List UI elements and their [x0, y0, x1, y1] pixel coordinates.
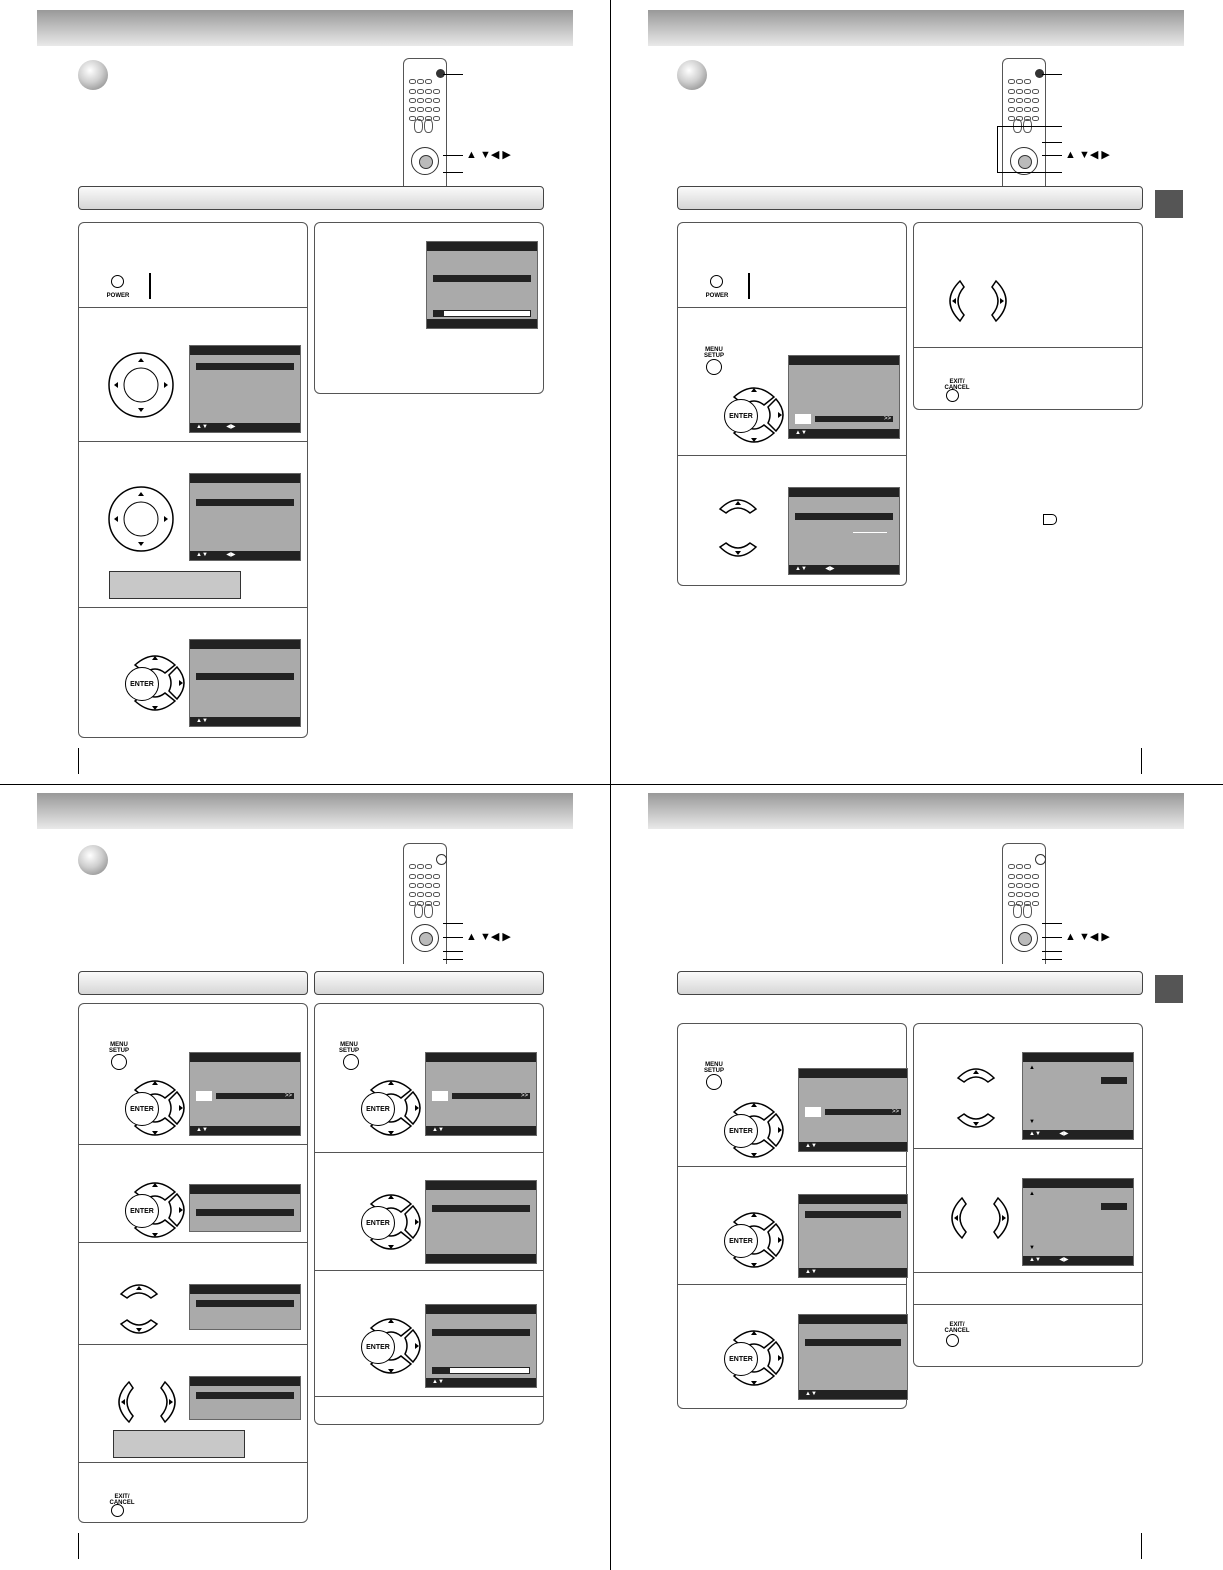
osd-screen — [788, 487, 900, 575]
osd-screen — [798, 1314, 908, 1400]
osd-screen — [189, 1284, 301, 1330]
callout-line — [1042, 74, 1062, 75]
osd-nav-hint: ▲▼ — [426, 1126, 536, 1135]
osd-nav-hint: ▲▼ ◀▶ — [1023, 1256, 1133, 1265]
osd-screen — [425, 1304, 537, 1388]
osd-menu-icon — [795, 414, 811, 424]
remote-dpad-icon — [411, 147, 439, 175]
enter-button-icon: ENTER — [125, 1194, 159, 1228]
step-separator — [678, 1284, 906, 1285]
menu-setup-label: MENU SETUP — [108, 1042, 129, 1054]
exit-cancel-label: EXIT/ CANCEL — [944, 1322, 970, 1334]
callout-line — [1042, 923, 1062, 924]
step-separator — [315, 1152, 543, 1153]
note-box — [109, 571, 241, 599]
osd-screen — [1022, 1052, 1134, 1140]
step-separator — [79, 1462, 307, 1463]
section-title-bar — [78, 971, 308, 995]
step-separator — [79, 307, 307, 308]
osd-nav-hint: ▲▼ ◀▶ — [190, 423, 300, 432]
right-arrow-button-icon — [990, 279, 1012, 323]
step-separator — [79, 1144, 307, 1145]
section-title-bar — [677, 186, 1143, 210]
callout-line — [1042, 142, 1062, 143]
exit-cancel-button-icon — [111, 1504, 124, 1517]
step-separator — [914, 1272, 1142, 1273]
arrow-keys-label: ▲ ▼◀ ▶ — [1065, 149, 1110, 161]
steps-panel — [677, 1023, 907, 1409]
osd-nav-hint: ▲▼ — [789, 429, 899, 438]
enter-button-icon: ENTER — [361, 1092, 395, 1126]
menu-setup-button-icon — [343, 1054, 359, 1070]
enter-button-icon: ENTER — [724, 1114, 758, 1148]
callout-line — [443, 172, 463, 173]
osd-screen — [189, 1052, 301, 1136]
osd-value-line — [853, 532, 887, 533]
steps-panel — [913, 1023, 1143, 1367]
callout-line — [443, 951, 463, 952]
left-arrow-button-icon — [946, 1196, 968, 1240]
step-separator — [678, 307, 906, 308]
callout-line — [443, 959, 463, 960]
osd-scroll-up-icon: ▲ — [1029, 1065, 1035, 1071]
note-box — [113, 1430, 245, 1458]
step-separator — [678, 1166, 906, 1167]
step-separator — [79, 1344, 307, 1345]
section-bullet-icon — [78, 845, 108, 875]
osd-screen — [798, 1194, 908, 1278]
page-header-bar — [648, 10, 1184, 46]
osd-progress-bar — [433, 310, 531, 317]
callout-line — [997, 126, 1062, 127]
osd-nav-hint: ▲▼ — [799, 1142, 907, 1151]
side-tab — [1155, 190, 1183, 218]
left-arrow-button-icon — [113, 1380, 135, 1424]
osd-screen — [788, 355, 900, 439]
enter-button-icon: ENTER — [724, 399, 758, 433]
osd-progress-bar — [432, 1367, 530, 1374]
page-number-bar — [78, 1533, 79, 1559]
remote-dpad-icon — [1010, 924, 1038, 952]
power-button-label: POWER — [705, 293, 729, 299]
right-arrow-button-icon — [992, 1196, 1014, 1240]
power-button-icon — [710, 275, 723, 288]
remote-control-icon — [403, 58, 447, 187]
down-arrow-button-icon — [718, 541, 758, 561]
callout-line — [443, 155, 463, 156]
power-button-label: POWER — [106, 293, 130, 299]
osd-nav-hint: ▲▼ ◀▶ — [190, 551, 300, 560]
step-separator — [914, 347, 1142, 348]
dpad-icon — [107, 351, 175, 419]
section-title-bar — [314, 971, 544, 995]
step-separator — [79, 607, 307, 608]
power-button-icon — [111, 275, 124, 288]
menu-setup-label: MENU SETUP — [338, 1042, 359, 1054]
osd-menu-icon — [196, 1091, 212, 1101]
menu-setup-label: MENU SETUP — [703, 1062, 724, 1074]
exit-cancel-label: EXIT/ CANCEL — [944, 379, 970, 391]
info-panel — [913, 222, 1143, 410]
enter-button-icon: ENTER — [724, 1342, 758, 1376]
osd-screen — [425, 1180, 537, 1264]
osd-nav-hint: ▲▼ — [426, 1378, 536, 1387]
menu-setup-button-icon — [111, 1054, 127, 1070]
arrow-keys-label: ▲ ▼◀ ▶ — [1065, 931, 1110, 943]
page-bottom-right — [611, 785, 1221, 1569]
section-title-bar — [677, 971, 1143, 995]
down-arrow-button-icon — [956, 1112, 996, 1132]
callout-line — [1042, 951, 1062, 952]
osd-nav-hint: ▲▼ ◀▶ — [1023, 1130, 1133, 1139]
steps-panel — [78, 222, 308, 738]
page-top-right — [611, 0, 1221, 784]
osd-nav-hint: ▲▼ — [799, 1390, 907, 1399]
osd-screen — [426, 241, 538, 329]
up-arrow-button-icon — [956, 1064, 996, 1084]
enter-button-icon: ENTER — [361, 1206, 395, 1240]
remote-dpad-icon — [411, 924, 439, 952]
step-separator — [315, 1270, 543, 1271]
exit-cancel-label: EXIT/ CANCEL — [109, 1494, 135, 1506]
osd-scroll-down-icon: ▼ — [1029, 1119, 1035, 1125]
step-separator — [678, 455, 906, 456]
osd-screen — [189, 1376, 301, 1420]
enter-button-icon: ENTER — [125, 667, 159, 701]
page-top-left — [0, 0, 610, 784]
step-separator — [79, 1242, 307, 1243]
callout-line — [443, 937, 463, 938]
page-number-bar — [78, 748, 79, 774]
osd-scroll-down-icon: ▼ — [1029, 1245, 1035, 1251]
osd-screen — [189, 639, 301, 727]
step-separator — [79, 441, 307, 442]
osd-menu-icon — [805, 1107, 821, 1117]
osd-menu-icon — [432, 1091, 448, 1101]
remote-control-icon — [1002, 58, 1046, 187]
callout-line — [997, 172, 1062, 173]
section-bullet-icon — [78, 60, 108, 90]
steps-panel — [314, 1003, 544, 1425]
osd-nav-hint: ▲▼ — [190, 1126, 300, 1135]
osd-selected-item: >> — [815, 416, 893, 422]
section-bullet-icon — [677, 60, 707, 90]
osd-nav-hint: ▲▼ — [190, 717, 300, 726]
remote-dpad-icon — [1010, 147, 1038, 175]
callout-line — [443, 74, 463, 75]
osd-selected-item: >> — [452, 1093, 530, 1099]
step-separator — [914, 1148, 1142, 1149]
menu-setup-label: MENU SETUP — [703, 347, 724, 359]
step-separator — [914, 1304, 1142, 1305]
menu-setup-button-icon — [706, 359, 722, 375]
arrow-keys-label: ▲ ▼◀ ▶ — [466, 931, 511, 943]
callout-line — [1042, 155, 1062, 156]
page-header-bar — [37, 793, 573, 829]
page-number-bar — [1141, 1533, 1142, 1559]
osd-selected-item: >> — [216, 1093, 294, 1099]
osd-screen — [798, 1068, 908, 1152]
steps-panel — [677, 222, 907, 586]
disc-mode-icon — [1043, 514, 1057, 525]
exit-cancel-button-icon — [946, 1334, 959, 1347]
osd-nav-hint: ▲▼ ◀▶ — [789, 565, 899, 574]
enter-button-icon: ENTER — [125, 1092, 159, 1126]
enter-button-icon: ENTER — [724, 1224, 758, 1258]
left-arrow-button-icon — [944, 279, 966, 323]
osd-nav-hint: ▲▼ — [799, 1268, 907, 1277]
osd-screen — [189, 1184, 301, 1232]
osd-screen — [425, 1052, 537, 1136]
page-bottom-left — [0, 785, 610, 1569]
side-tab — [1155, 975, 1183, 1003]
section-title-bar — [78, 186, 544, 210]
osd-selected-item: >> — [825, 1109, 901, 1115]
info-panel — [314, 222, 544, 394]
step-separator — [315, 1396, 543, 1397]
callout-line — [1042, 937, 1062, 938]
right-arrow-button-icon — [159, 1380, 181, 1424]
callout-line — [443, 923, 463, 924]
osd-scroll-up-icon: ▲ — [1029, 1191, 1035, 1197]
menu-setup-button-icon — [706, 1074, 722, 1090]
page-number-bar — [1141, 748, 1142, 774]
callout-line — [997, 126, 998, 172]
up-arrow-button-icon — [119, 1280, 159, 1300]
callout-line — [1042, 959, 1062, 960]
osd-screen — [1022, 1178, 1134, 1266]
blink-indicator-icon — [149, 273, 151, 299]
remote-control-icon — [1002, 843, 1046, 964]
arrow-keys-label: ▲ ▼◀ ▶ — [466, 149, 511, 161]
enter-button-icon: ENTER — [361, 1330, 395, 1364]
page-header-bar — [648, 793, 1184, 829]
blink-indicator-icon — [748, 273, 750, 299]
dpad-icon — [107, 485, 175, 553]
up-arrow-button-icon — [718, 495, 758, 515]
remote-control-icon — [403, 843, 447, 964]
page-header-bar — [37, 10, 573, 46]
exit-cancel-button-icon — [946, 389, 959, 402]
down-arrow-button-icon — [119, 1318, 159, 1338]
steps-panel — [78, 1003, 308, 1523]
osd-screen — [189, 473, 301, 561]
osd-screen — [189, 345, 301, 433]
